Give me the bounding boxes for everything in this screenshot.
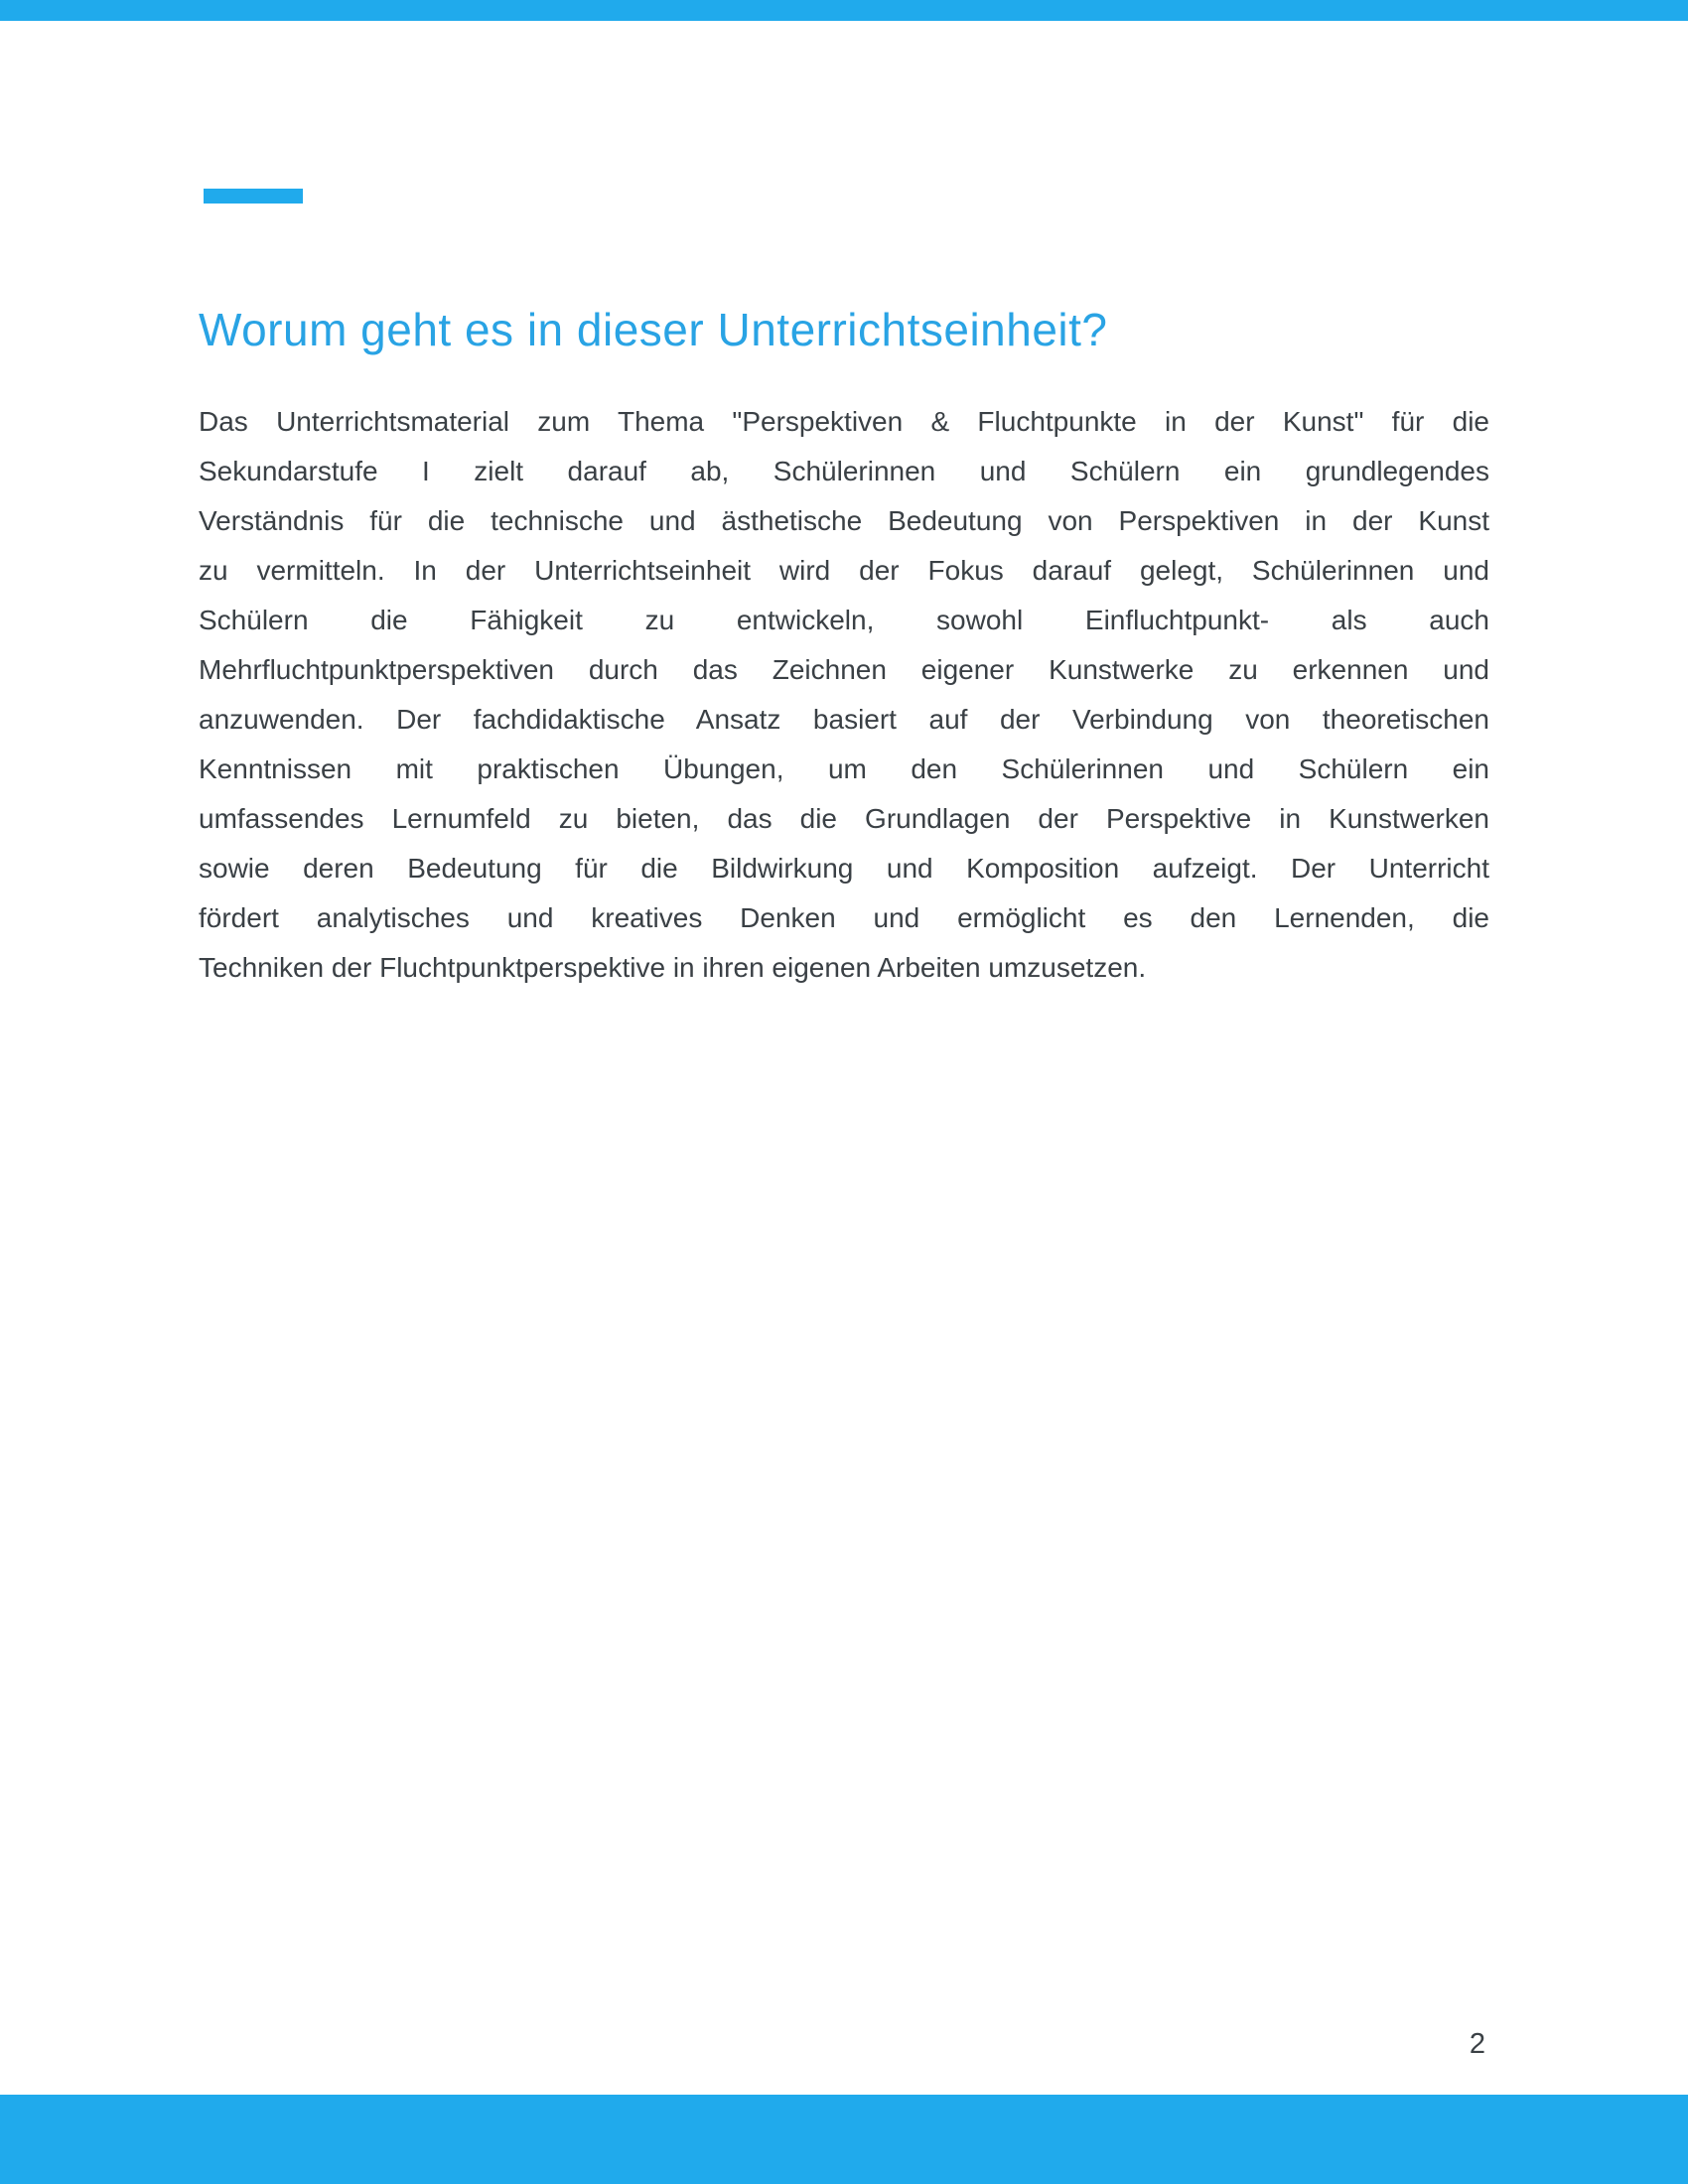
paragraph-line: sowie deren Bedeutung für die Bildwirkung und Komposition aufzeigt. Der Unterricht (199, 853, 1489, 884)
page-number: 2 (1469, 2028, 1485, 2060)
paragraph-line: fördert analytisches und kreatives Denken und ermöglicht es den Lernenden, die (199, 902, 1489, 933)
top-accent-bar (0, 0, 1688, 21)
page-title: Worum geht es in dieser Unterrichtseinheit? (199, 304, 1108, 355)
paragraph-line: anzuwenden. Der fachdidaktische Ansatz basiert auf der Verbindung von theoretischen (199, 704, 1489, 735)
body-paragraph (199, 397, 1489, 993)
paragraph-line: Techniken der Fluchtpunktperspektive in ihren eigenen Arbeiten umzusetzen. (199, 952, 1147, 983)
bottom-accent-bar (0, 2095, 1688, 2184)
section-marker-dash (204, 189, 303, 204)
paragraph-line: Das Unterrichtsmaterial zum Thema "Perspektiven & Fluchtpunkte in der Kunst" für die (199, 406, 1489, 437)
paragraph-line: Mehrfluchtpunktperspektiven durch das Zeichnen eigener Kunstwerke zu erkennen und (199, 654, 1489, 685)
paragraph-line: Sekundarstufe I zielt darauf ab, Schülerinnen und Schülern ein grundlegendes (199, 456, 1489, 486)
paragraph-line: umfassendes Lernumfeld zu bieten, das die Grundlagen der Perspektive in Kunstwerken (199, 803, 1489, 834)
paragraph-line: zu vermitteln. In der Unterrichtseinheit wird der Fokus darauf gelegt, Schülerinnen und (199, 555, 1489, 586)
paragraph-line: Verständnis für die technische und ästhetische Bedeutung von Perspektiven in der Kunst (199, 505, 1489, 536)
paragraph-line: Schülern die Fähigkeit zu entwickeln, sowohl Einfluchtpunkt- als auch (199, 605, 1489, 635)
paragraph-line: Kenntnissen mit praktischen Übungen, um den Schülerinnen und Schülern ein (199, 753, 1489, 784)
